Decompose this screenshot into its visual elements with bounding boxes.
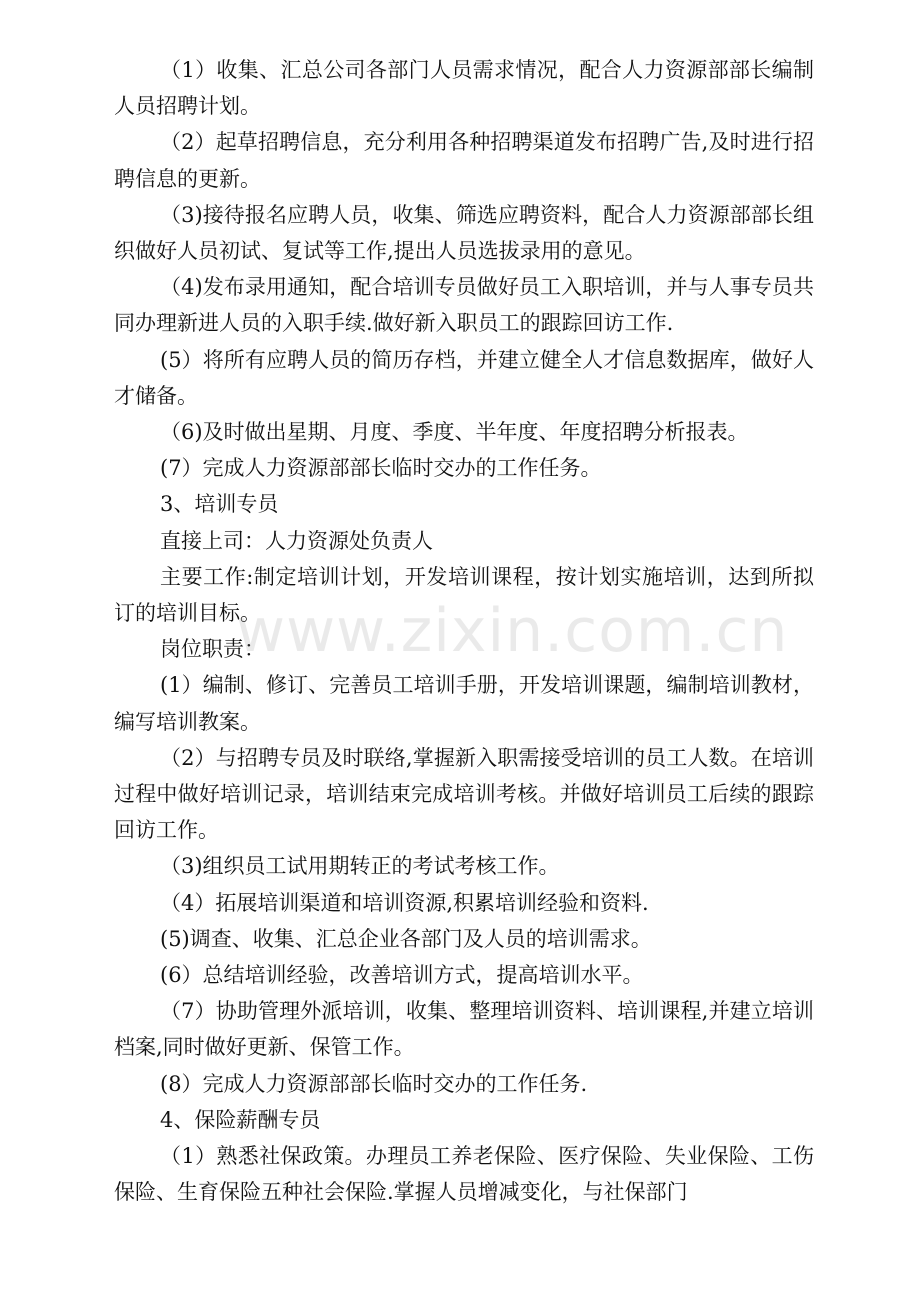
paragraph: (1）编制、修订、完善员工培训手册，开发培训课题，编制培训教材，编写培训教案。: [114, 673, 814, 734]
paragraph: 岗位职责：: [160, 637, 265, 662]
paragraph: （6)及时做出星期、月度、季度、半年度、年度招聘分析报表。: [160, 420, 749, 445]
paragraph: (6）总结培训经验，改善培训方式，提高培训水平。: [160, 963, 644, 988]
paragraph: （7）协助管理外派培训，收集、整理培训资料、培训课程,并建立培训档案,同时做好更新、保管工作。: [114, 999, 814, 1060]
paragraph: (5)调查、收集、汇总企业各部门及人员的培训需求。: [160, 926, 652, 951]
paragraph: （1）收集、汇总公司各部门人员需求情况，配合人力资源部部长编制人员招聘计划。: [114, 58, 814, 119]
paragraph: 主要工作:制定培训计划，开发培训课程，按计划实施培训，达到所拟订的培训目标。: [114, 564, 814, 626]
watermark: www.zixin.com.cn: [236, 596, 789, 666]
paragraph: （1）熟悉社保政策。办理员工养老保险、医疗保险、失业保险、工伤保险、生育保险五种社会保险.掌握人员增减变化，与社保部门: [114, 1144, 814, 1205]
paragraph: （2）与招聘专员及时联络,掌握新入职需接受培训的员工人数。在培训过程中做好培训记录，培训结束完成培训考核。并做好培训员工后续的跟踪回访工作。: [114, 745, 814, 843]
paragraph: 直接上司：人力资源处负责人: [160, 528, 433, 553]
paragraph: （2）起草招聘信息，充分利用各种招聘渠道发布招聘广告,及时进行招聘信息的更新。: [114, 130, 814, 191]
section-heading: 4、保险薪酬专员: [160, 1107, 321, 1132]
document-body: [114, 52, 814, 1211]
paragraph: （3)组织员工试用期转正的考试考核工作。: [160, 854, 560, 879]
section-heading: 3、培训专员: [160, 492, 279, 517]
paragraph: （3)接待报名应聘人员，收集、筛选应聘资料，配合人力资源部部长组织做好人员初试、复试等工作,提出人员选拔录用的意见。: [114, 202, 814, 264]
paragraph: (8）完成人力资源部部长临时交办的工作任务.: [160, 1071, 588, 1096]
paragraph: （4)发布录用通知，配合培训专员做好员工入职培训，并与人事专员共同办理新进人员的入职手续.做好新入职员工的跟踪回访工作.: [114, 275, 814, 336]
paragraph: （4）拓展培训渠道和培训资源,积累培训经验和资料.: [160, 890, 649, 915]
paragraph: (5）将所有应聘人员的简历存档，并建立健全人才信息数据库，做好人才储备。: [114, 347, 814, 408]
paragraph: (7）完成人力资源部部长临时交办的工作任务。: [160, 456, 602, 481]
